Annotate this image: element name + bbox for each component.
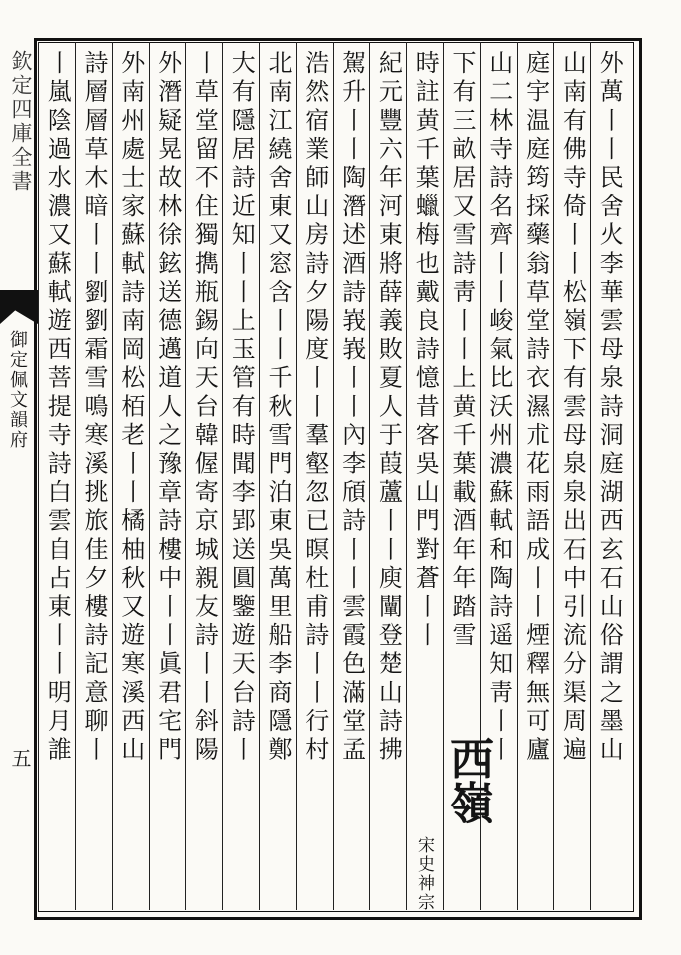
page-margin	[0, 0, 38, 955]
text-column: 下有三畝居又雪詩靑丨丨上黄千葉載酒年年踏雪	[448, 50, 476, 651]
column-rule	[75, 42, 76, 910]
headword: 西嶺	[442, 736, 493, 824]
text-column: 浩然宿業師山房詩夕陽度丨丨羣壑忽已暝杜甫詩丨丨行村	[300, 50, 329, 765]
column-rule	[185, 42, 186, 910]
running-title: 欽定四庫全書	[9, 50, 33, 194]
text-column: 山二林寺詩名齊丨丨峻氣比沃州濃蘇軾和陶詩遥知靑丨丨	[484, 50, 513, 765]
column-rule	[259, 42, 260, 910]
text-column: 外南州處士家蘇軾詩南岡松栢老丨丨橘柚秋又遊寒溪西山	[116, 50, 145, 765]
column-rule	[406, 42, 407, 910]
text-column: 駕升丨丨陶潛述酒詩峩峩丨丨內李頎詩丨丨雲霞色滿堂孟	[337, 50, 366, 765]
column-rule	[553, 42, 554, 910]
text-column: 大有隱居詩近知丨丨上玉管有時聞李郢送圓鑒遊天台詩丨	[227, 50, 256, 765]
text-column: 北南江繞舍東又窓含丨丨千秋雪門泊東吳萬里船李商隱鄭	[264, 50, 292, 765]
headword-source: 宋史神宗	[414, 836, 434, 912]
column-rule	[296, 42, 297, 910]
text-column: 庭宇温庭筠採藥翁草堂詩衣濕朮花雨語成丨丨煙釋無可廬	[521, 50, 550, 765]
text-column: 詩層層草木暗丨丨劉劉霜雪鳴寒溪挑旅佳夕樓詩記意聊丨	[80, 50, 108, 765]
column-rule	[222, 42, 223, 910]
text-column: 外潛疑晃故林徐鉉送德邁道人之豫章詩樓中丨丨眞君宅門	[153, 50, 182, 765]
text-column: 丨草堂留不住獨擕瓶錫向天台韓偓寄京城親友詩丨丨斜陽	[190, 50, 219, 765]
text-column: 山南有佛寺倚丨丨松嶺下有雲母泉泉出石中引流分渠周遍	[558, 50, 587, 765]
text-column: 丨嵐陰過水濃又蘇軾遊西菩提寺詩白雲自占東丨丨明月誰	[43, 50, 72, 765]
book-title: 御定佩文韻府	[7, 330, 28, 450]
text-column: 外萬丨丨民舍火李華雲母泉詩洞庭湖西玄石山俗謂之墨山	[595, 50, 624, 765]
column-rule	[38, 42, 39, 910]
column-rule	[590, 42, 591, 910]
page-number: 五	[8, 748, 32, 768]
fish-tail-mark	[0, 290, 38, 324]
column-rule	[369, 42, 370, 910]
text-column: 紀元豐六年河東將薛義敗夏人于葭蘆丨丨庾闡登楚山詩拂	[374, 50, 403, 765]
column-rule	[112, 42, 113, 910]
column-rule	[517, 42, 518, 910]
column-rule	[333, 42, 334, 910]
column-rule	[149, 42, 150, 910]
text-column: 時註黄千葉蠟梅也戴良詩憶昔客吳山門對蒼丨丨	[411, 50, 440, 651]
